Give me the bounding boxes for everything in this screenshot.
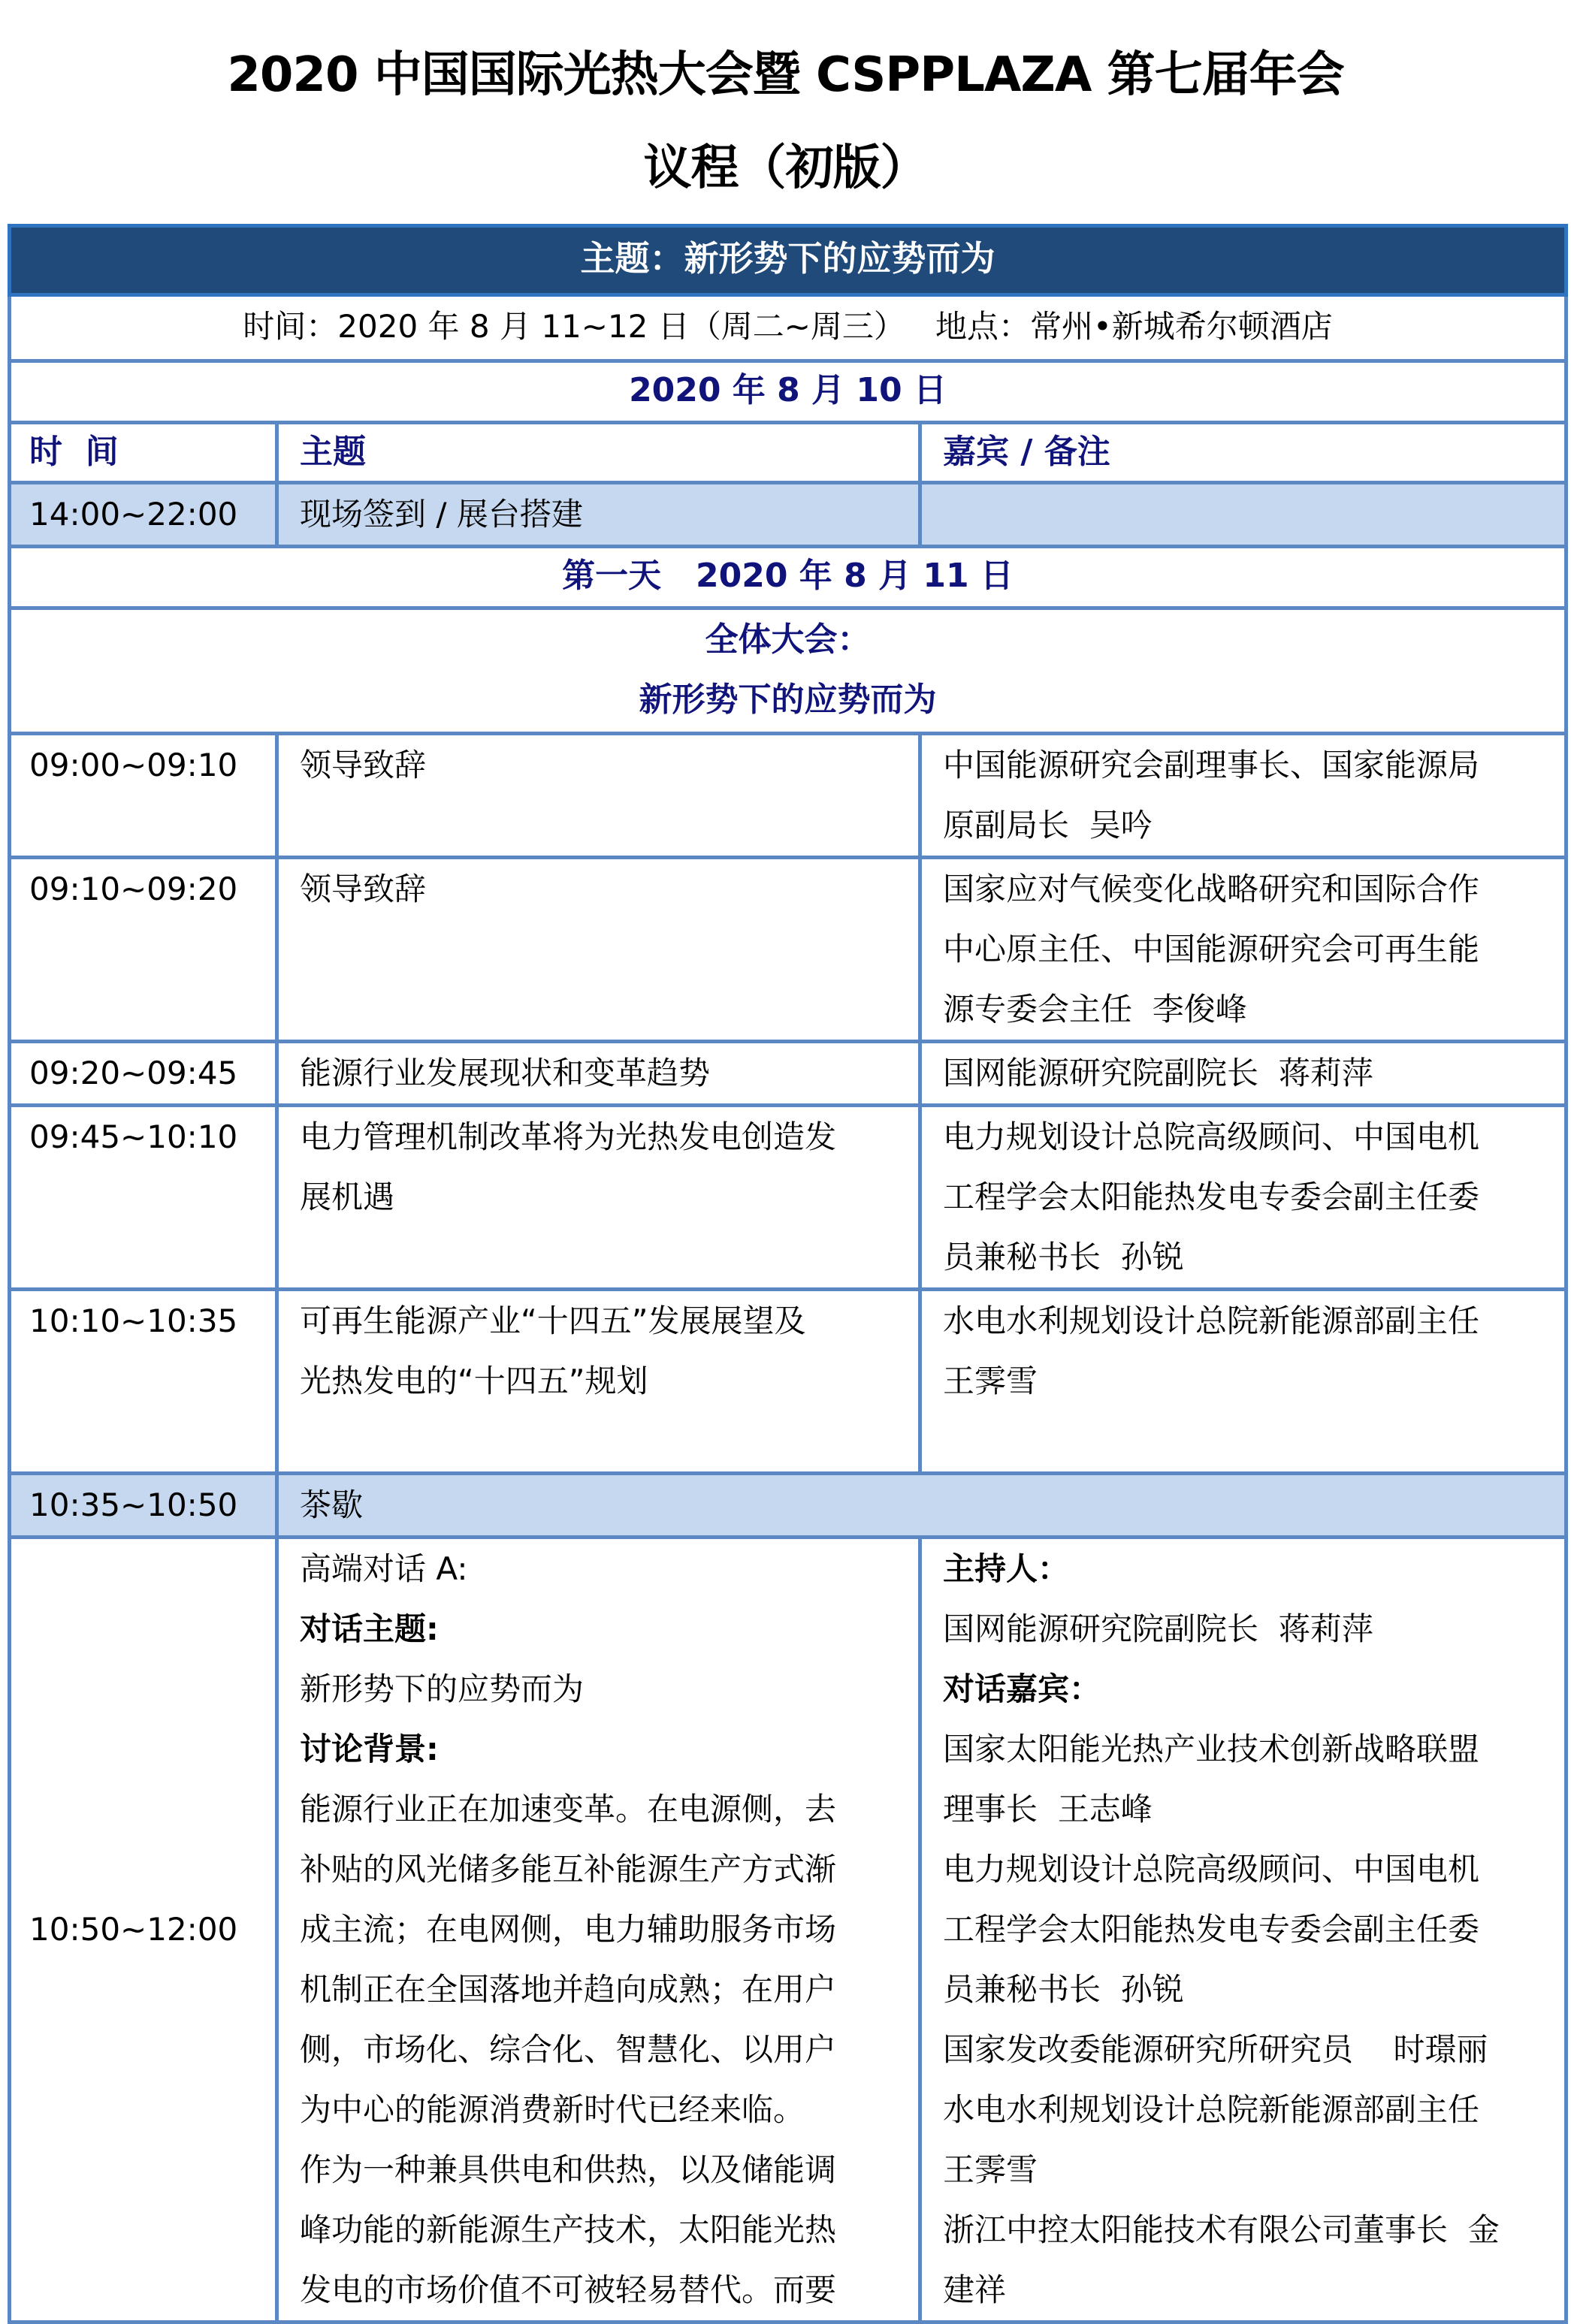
agenda-row — [10, 858, 1566, 1042]
session-time: 09:10~09:20 — [10, 858, 277, 1042]
column-header-topic: 主题 — [277, 423, 920, 483]
agenda-row — [10, 1106, 1566, 1290]
session-topic — [277, 1106, 920, 1290]
guest-line: 建祥 — [943, 2271, 1007, 2308]
plenary-row — [10, 608, 1566, 734]
agenda-row — [10, 483, 1566, 547]
guest-line: 中心原主任、中国能源研究会可再生能 — [943, 931, 1480, 967]
guest-line: 浙江中控太阳能技术有限公司董事长 金 — [943, 2211, 1500, 2248]
background-line: 为中心的能源消费新时代已经来临。 — [300, 2091, 805, 2128]
session-guest — [920, 483, 1566, 547]
session-topic — [277, 1538, 920, 2322]
session-time: 10:50~12:00 — [10, 1538, 277, 2322]
agenda-row — [10, 734, 1566, 858]
guest-line: 员兼秘书长 孙锐 — [943, 1239, 1184, 1275]
session-time: 10:35~10:50 — [10, 1474, 277, 1538]
dialogue-theme-label: 对话主题: — [300, 1610, 439, 1647]
topic-line: 光热发电的“十四五”规划 — [300, 1363, 648, 1399]
guest-line: 国家发改委能源研究所研究员 时璟丽 — [943, 2031, 1488, 2068]
theme-banner-row — [10, 226, 1566, 295]
session-time: 09:00~09:10 — [10, 734, 277, 858]
agenda-row — [10, 1042, 1566, 1106]
session-guest — [920, 858, 1566, 1042]
background-line: 能源行业正在加速变革。在电源侧，去 — [300, 1791, 837, 1828]
plenary-theme: 新形势下的应势而为 — [639, 681, 937, 719]
topic-line: 展机遇 — [300, 1179, 395, 1215]
session-topic — [277, 1290, 920, 1474]
session-topic: 能源行业发展现状和变革趋势 — [277, 1042, 920, 1106]
guest-line: 国家应对气候变化战略研究和国际合作 — [943, 871, 1480, 907]
guest-line: 水电水利规划设计总院新能源部副主任 — [943, 1302, 1480, 1339]
topic-line: 可再生能源产业“十四五”发展展望及 — [300, 1302, 806, 1339]
background-line: 发电的市场价值不可被轻易替代。而要 — [300, 2271, 837, 2308]
background-line: 峰功能的新能源生产技术，太阳能光热 — [300, 2211, 837, 2248]
session-guest — [920, 734, 1566, 858]
background-line: 补贴的风光储多能互补能源生产方式渐 — [300, 1851, 837, 1888]
session-time: 09:45~10:10 — [10, 1106, 277, 1290]
guest-line: 国家太阳能光热产业技术创新战略联盟 — [943, 1731, 1480, 1767]
background-line: 成主流；在电网侧，电力辅助服务市场 — [300, 1911, 837, 1948]
agenda-table — [8, 224, 1568, 2324]
session-time: 14:00~22:00 — [10, 483, 277, 547]
column-header-time: 时 间 — [10, 423, 277, 483]
topic-line: 电力管理机制改革将为光热发电创造发 — [300, 1118, 837, 1155]
day0-date: 2020 年 8 月 10 日 — [10, 361, 1566, 423]
info-row — [10, 295, 1566, 361]
day1-date-row — [10, 547, 1566, 608]
day1-date: 第一天 2020 年 8 月 11 日 — [10, 547, 1566, 608]
guest-line: 源专委会主任 李俊峰 — [943, 991, 1247, 1028]
guest-line: 中国能源研究会副理事长、国家能源局 — [943, 747, 1480, 783]
column-header-guest: 嘉宾 / 备注 — [920, 423, 1566, 483]
background-line: 机制正在全国落地并趋向成熟；在用户 — [300, 1971, 837, 2008]
guest-line: 理事长 王志峰 — [943, 1791, 1153, 1828]
guest-line: 王霁雪 — [943, 1363, 1038, 1399]
guest-line: 水电水利规划设计总院新能源部副主任 — [943, 2091, 1480, 2128]
guest-line: 王霁雪 — [943, 2151, 1038, 2188]
agenda-row-dialogue — [10, 1538, 1566, 2322]
document-subtitle: 议程（初版） — [643, 140, 928, 196]
guest-line: 电力规划设计总院高级顾问、中国电机 — [943, 1851, 1480, 1888]
dialogue-theme: 新形势下的应势而为 — [300, 1671, 585, 1707]
session-time: 10:10~10:35 — [10, 1290, 277, 1474]
guest-line: 原副局长 吴吟 — [943, 807, 1153, 844]
guest-line: 工程学会太阳能热发电专委会副主任委 — [943, 1911, 1480, 1948]
session-guest — [920, 1042, 1566, 1106]
plenary-label: 全体大会： — [705, 620, 871, 659]
guest-line: 工程学会太阳能热发电专委会副主任委 — [943, 1179, 1480, 1215]
host-name: 国网能源研究院副院长 蒋莉萍 — [943, 1610, 1373, 1647]
agenda-row — [10, 1290, 1566, 1474]
session-topic: 现场签到 / 展台搭建 — [277, 483, 920, 547]
guest-line: 电力规划设计总院高级顾问、中国电机 — [943, 1118, 1480, 1155]
day0-date-row — [10, 361, 1566, 423]
guest-line: 国网能源研究院副院长 蒋莉萍 — [943, 1055, 1373, 1091]
session-time: 09:20~09:45 — [10, 1042, 277, 1106]
plenary-title — [10, 608, 1566, 734]
column-header-row — [10, 423, 1566, 483]
guest-line: 员兼秘书长 孙锐 — [943, 1971, 1184, 2008]
dialogue-background-label: 讨论背景: — [300, 1731, 439, 1767]
host-label: 主持人： — [943, 1550, 1070, 1587]
session-guest — [920, 1290, 1566, 1474]
session-topic: 领导致辞 — [277, 734, 920, 858]
session-guest — [920, 1538, 1566, 2322]
background-line: 侧，市场化、综合化、智慧化、以用户 — [300, 2031, 837, 2068]
background-line: 作为一种兼具供电和供热，以及储能调 — [300, 2151, 837, 2188]
session-guest — [920, 1106, 1566, 1290]
guests-label: 对话嘉宾： — [943, 1671, 1101, 1707]
time-location-line: 时间：2020 年 8 月 11~12 日（周二~周三） 地点：常州•新城希尔顿酒店 — [10, 295, 1566, 361]
session-topic: 领导致辞 — [277, 858, 920, 1042]
document-title: 2020 中国国际光热大会暨 CSPPLAZA 第七届年会 — [227, 47, 1344, 103]
theme-banner: 主题：新形势下的应势而为 — [10, 226, 1566, 295]
session-topic: 茶歇 — [277, 1474, 1566, 1538]
agenda-row-break — [10, 1474, 1566, 1538]
dialogue-intro: 高端对话 A: — [300, 1550, 468, 1587]
